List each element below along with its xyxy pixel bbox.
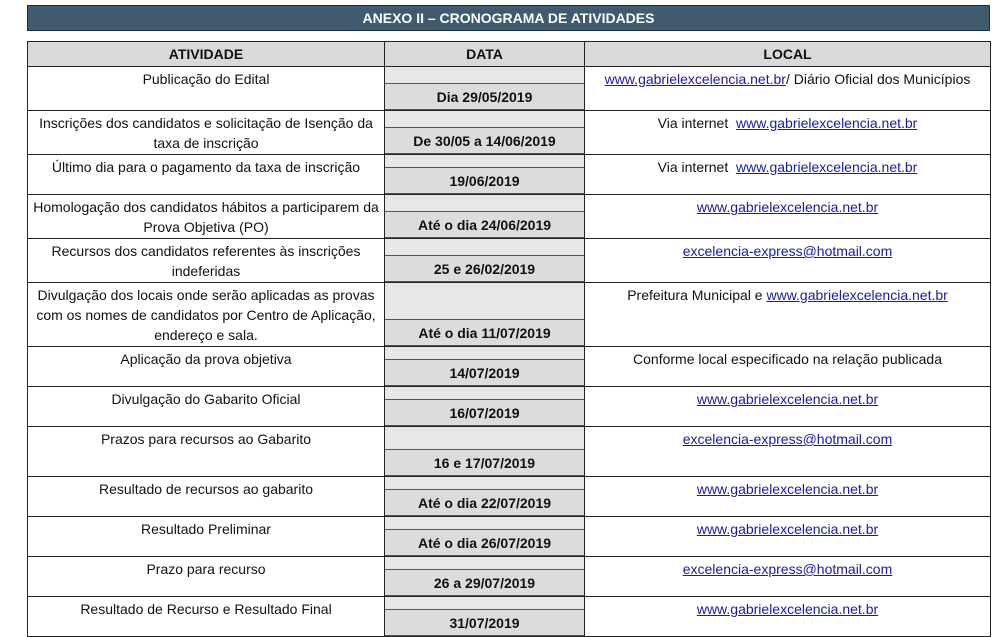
website-link[interactable]: www.gabrielexcelencia.net.br [696,481,879,497]
date-cell [385,477,585,517]
date-cell [385,427,585,477]
activity-cell: Resultado Preliminar [28,517,385,557]
date-value: 31/07/2019 [385,609,584,636]
date-cell [385,347,585,387]
local-cell [585,67,991,111]
email-link[interactable]: excelencia-express@hotmail.com [682,431,893,447]
date-cell [385,239,585,283]
title-gap [27,31,990,41]
annex-title: ANEXO II – CRONOGRAMA DE ATIVIDADES [27,5,990,31]
date-value: 19/06/2019 [385,167,584,194]
activity-cell: Resultado de Recurso e Resultado Final [28,597,385,637]
table-row [28,477,991,517]
date-value: 25 e 26/02/2019 [385,255,584,282]
table-row [28,67,991,111]
header-local: LOCAL [585,42,991,67]
activity-cell: Divulgação do Gabarito Oficial [28,387,385,427]
date-cell [385,517,585,557]
date-cell [385,387,585,427]
table-row [28,155,991,195]
table-row [28,283,991,347]
local-cell [585,347,991,387]
activity-cell: Prazo para recurso [28,557,385,597]
local-cell [585,239,991,283]
date-value: 14/07/2019 [385,359,584,386]
activity-cell: Prazos para recursos ao Gabarito [28,427,385,477]
activity-cell: Recursos dos candidatos referentes às inscrições indeferidas [28,239,385,283]
local-cell [585,557,991,597]
website-link[interactable]: www.gabrielexcelencia.net.br [696,199,879,215]
date-cell [385,67,585,111]
date-value: Até o dia 26/07/2019 [385,529,584,556]
date-value: De 30/05 a 14/06/2019 [385,127,584,154]
table-row [28,347,991,387]
local-cell [585,155,991,195]
local-cell [585,195,991,239]
date-cell [385,195,585,239]
local-cell [585,427,991,477]
date-value: 16 e 17/07/2019 [385,449,584,476]
header-data: DATA [385,42,585,67]
local-text: Via internet [657,159,737,175]
local-cell [585,597,991,637]
local-text: Conforme local especificado na relação publicada [633,351,942,367]
local-cell [585,111,991,155]
table-row [28,557,991,597]
date-value: Até o dia 24/06/2019 [385,211,584,238]
activity-cell: Homologação dos candidatos hábitos a participarem da Prova Objetiva (PO) [28,195,385,239]
table-row [28,239,991,283]
date-value: Até o dia 11/07/2019 [385,319,584,346]
local-cell [585,517,991,557]
local-cell [585,283,991,347]
date-cell [385,111,585,155]
date-value: Até o dia 22/07/2019 [385,489,584,516]
date-cell [385,155,585,195]
table-row [28,597,991,637]
header-atividade: ATIVIDADE [28,42,385,67]
date-cell [385,283,585,347]
table-row [28,427,991,477]
local-cell [585,477,991,517]
website-link[interactable]: www.gabrielexcelencia.net.br [736,159,918,175]
website-link[interactable]: www.gabrielexcelencia.net.br [736,115,918,131]
table-row [28,111,991,155]
activity-cell: Aplicação da prova objetiva [28,347,385,387]
email-link[interactable]: excelencia-express@hotmail.com [682,561,893,577]
local-suffix-text: / Diário Oficial dos Municípios [785,71,971,87]
date-cell [385,557,585,597]
local-text: Via internet [657,115,737,131]
website-link[interactable]: www.gabrielexcelencia.net.br [604,71,786,87]
date-value: 16/07/2019 [385,399,584,426]
activity-cell: Resultado de recursos ao gabarito [28,477,385,517]
activity-cell: Divulgação dos locais onde serão aplicadas as provas com os nomes de candidatos por Centro de Aplicação, endereço e sala. [28,283,385,347]
table-row [28,195,991,239]
schedule-document [27,5,990,637]
local-cell [585,387,991,427]
email-link[interactable]: excelencia-express@hotmail.com [682,243,893,259]
date-cell [385,597,585,637]
date-value: Dia 29/05/2019 [385,83,584,110]
activity-cell: Inscrições dos candidatos e solicitação de Isenção da taxa de inscrição [28,111,385,155]
table-row [28,517,991,557]
schedule-table [27,41,991,637]
website-link[interactable]: www.gabrielexcelencia.net.br [766,287,948,303]
header-row [28,42,991,67]
website-link[interactable]: www.gabrielexcelencia.net.br [696,601,879,617]
activity-cell: Último dia para o pagamento da taxa de inscrição [28,155,385,195]
activity-cell: Publicação do Edital [28,67,385,111]
local-text: Prefeitura Municipal e [627,287,767,303]
date-value: 26 a 29/07/2019 [385,569,584,596]
table-row [28,387,991,427]
website-link[interactable]: www.gabrielexcelencia.net.br [696,521,879,537]
website-link[interactable]: www.gabrielexcelencia.net.br [696,391,879,407]
